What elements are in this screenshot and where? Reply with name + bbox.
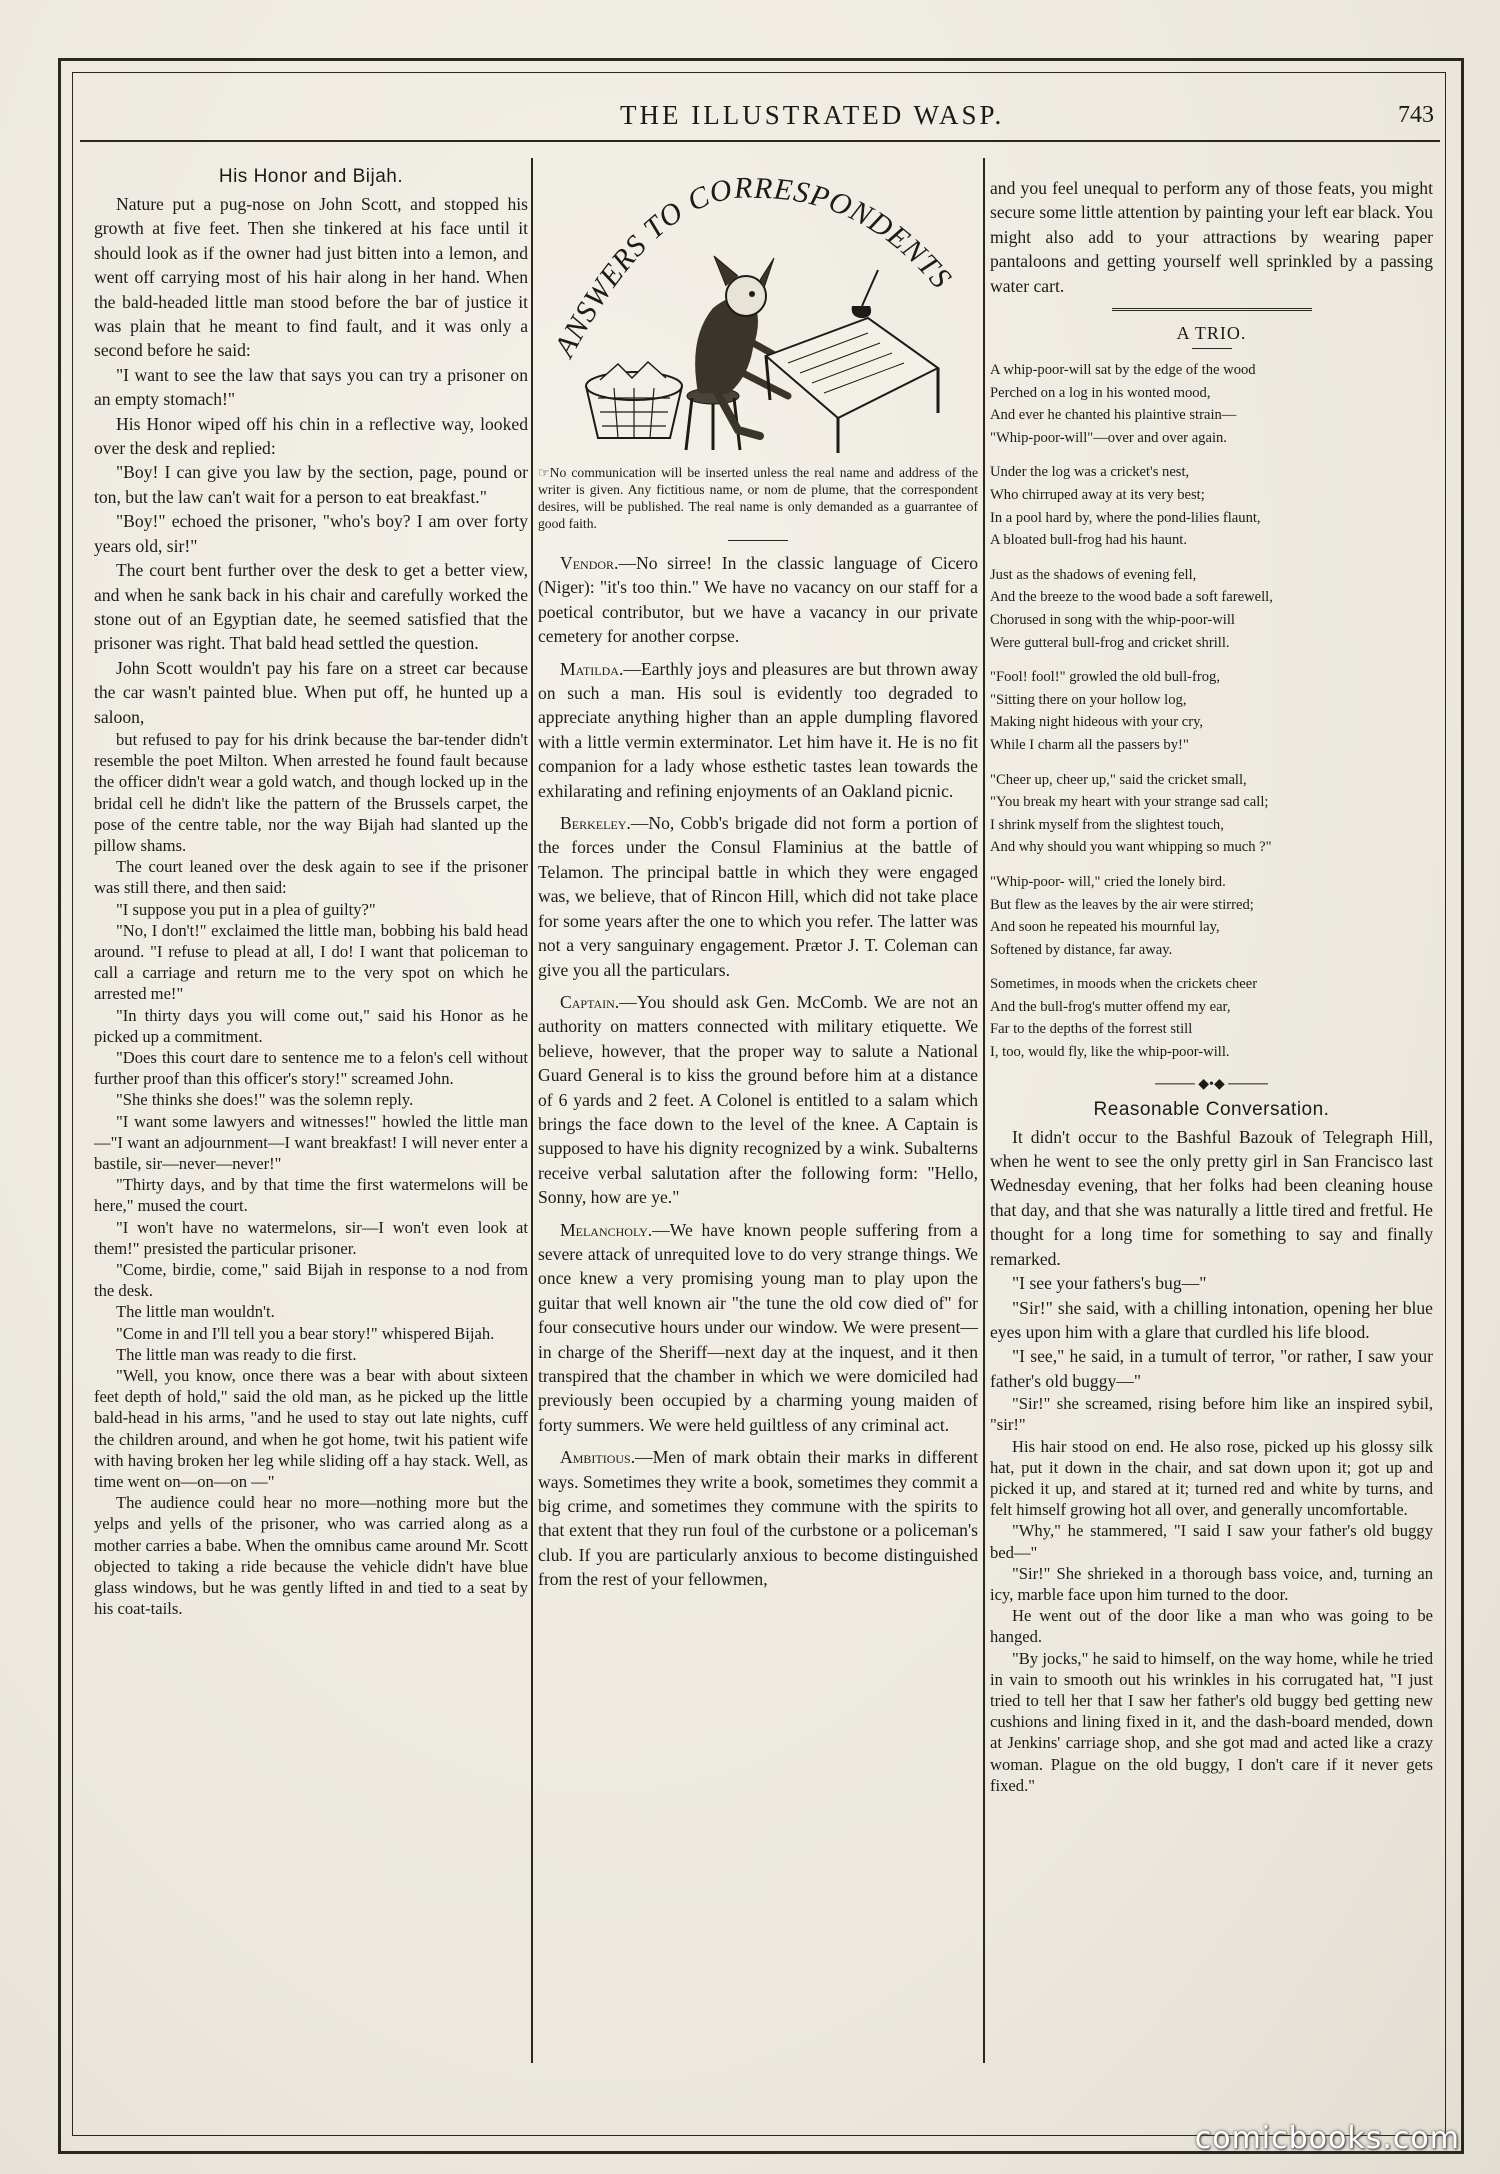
paragraph: "Thirty days, and by that time the first watermelons will be here," mused the court. — [94, 1175, 528, 1216]
poem-title: A TRIO. — [1176, 323, 1247, 344]
poem-line: I, too, would fly, like the whip-poor-will. — [990, 1044, 1230, 1061]
section-divider — [728, 540, 788, 541]
pointing-hand-icon: ☞ — [538, 465, 550, 480]
poem-line: But flew as the leaves by the air were stirred; — [990, 896, 1254, 913]
column-his-honor — [94, 160, 528, 1619]
paragraph: "In thirty days you will come out," said his Honor as he picked up a commitment. — [94, 1005, 528, 1046]
paragraph: "I see your fathers's bug—" — [1012, 1273, 1207, 1294]
poem-line: Were gutteral bull-frog and cricket shrill. — [990, 634, 1230, 651]
correspondent-name: Matilda. — [560, 658, 624, 679]
correspondent-name: Captain. — [560, 991, 620, 1012]
poem-stanza — [990, 666, 1433, 756]
answer-entry — [538, 657, 978, 803]
paragraph: but refused to pay for his drink because the bar-tender didn't resemble the poet Milton. When arrested he found fault because the officer didn't wear a gold watch, and though locked up in the bridal cell he didn't like the pattern of the Brussels carpet, the pose of the centre table, nor the way Bijah had slanted up the pillow shams. — [94, 729, 528, 855]
poem-line: A bloated bull-frog had his haunt. — [990, 532, 1187, 549]
answer-text: —You should ask Gen. McComb. We are not an authority on matters connected with military etiquette. We believe, however, that the proper way to salute a National Guard General is to kiss the ground before him at a distance of 6 yards and 2 feet. A Colonel is entitled to a salam which brings the face down to the level of the knee. A Captain is supposed to have his dignity recognized by a wink. Subalterns receive verbal salutation after the following form: "Hello, Sonny, how are ye." — [538, 991, 978, 1208]
paragraph: "Sir!" She shrieked in a thorough bass voice, and, turning an icy, marble face upon him turned to the door. — [990, 1563, 1433, 1604]
answer-text: —No sirree! In the classic language of Cicero (Niger): "it's too thin." We have no vacancy on our staff for a poetical contributor, but we have a vacancy in our private cemetery for another corpse. — [538, 553, 978, 647]
poem-line: And soon he repeated his mournful lay, — [990, 919, 1220, 936]
poem-line: And why should you want whipping so much ?" — [990, 839, 1272, 856]
paragraph: He went out of the door like a man who was going to be hanged. — [990, 1606, 1433, 1647]
answers-illustration — [538, 168, 978, 458]
paragraph: It didn't occur to the Bashful Bazouk of Telegraph Hill, when he went to see the only pretty girl in San Francisco last Wednesday evening, that her folks had been cleaning house that day, and that she was naturally a little tired and fretful. He thought for a long time for something to say and finally remarked. — [990, 1126, 1433, 1269]
column-answers — [538, 160, 978, 1600]
poem-stanza — [990, 973, 1433, 1063]
answer-text: —Earthly joys and pleasures are but thrown away on such a man. His soul is evidently too degraded to appreciate anything higher than an apple dumpling flavored with a little vermin exterminator. Let him have it. He is no fit companion for a lady whose esthetic tastes lean towards the exhilarating and refining enjoyments of an Oakland picnic. — [538, 658, 978, 801]
paragraph: "I want some lawyers and witnesses!" howled the little man—"I want an adjournment—I want breakfast! I will never enter a bastile, sir—never—never!" — [94, 1111, 528, 1173]
poem-line: And the bull-frog's mutter offend my ear, — [990, 998, 1231, 1015]
poem-body — [990, 359, 1433, 1064]
paragraph: The little man was ready to die first. — [116, 1344, 357, 1364]
answer-entry — [538, 1218, 978, 1438]
paragraph: "I suppose you put in a plea of guilty?" — [116, 899, 376, 919]
poem-line: Chorused in song with the whip-poor-will — [990, 611, 1235, 628]
paragraph: The audience could hear no more—nothing more but the yelps and yells of the prisoner, who was carried along as a mother carries a babe. When the omnibus came around Mr. Scott objected to taking a ride because the vehicle didn't have blue glass windows, but he was gently lifted in and tied to a seat by his coat-tails. — [94, 1493, 528, 1619]
poem-line: Making night hideous with your cry, — [990, 714, 1204, 731]
paragraph: His hair stood on end. He also rose, picked up his glossy silk hat, put it down in the chair, and sat down upon it; got up and picked it up, and stared at it; turned red and white by turns, and felt himself growing hot all over, and generally uncomfortable. — [990, 1436, 1433, 1520]
article-title: His Honor and Bijah. — [218, 166, 404, 187]
answer-text: —Men of mark obtain their marks in different ways. Sometimes they write a book, sometimes they commit a big crime, and sometimes they commune with the spirits to that extent that they run foul of the curbstone or a policeman's club. If you are particularly anxious to become distinguished from the rest of your fellowmen, — [538, 1447, 978, 1590]
answer-text: —We have known people suffering from a severe attack of unrequited love to do very strange things. We once knew a very promising young man to play upon the guitar that well known air "the tune the old cow died of" for four consecutive hours under our window. We were present—in charge of the Sheriff—next day at the inquest, and it then transpired that the chamber in which we were domiciled had previously been occupied by a charming young maiden of forty summers. We were held guiltless of any criminal act. — [538, 1219, 978, 1435]
poem-stanza — [990, 359, 1433, 449]
poem-line: Under the log was a cricket's nest, — [990, 464, 1190, 481]
poem-line: In a pool hard by, where the pond-lilies flaunt, — [990, 509, 1261, 526]
paragraph: "Sir!" she said, with a chilling intonation, opening her blue eyes upon him with a glare that curdled his life blood. — [990, 1297, 1433, 1342]
paragraph: "Sir!" she screamed, rising before him like an inspired sybil, "sir!" — [990, 1394, 1433, 1435]
paragraph: "She thinks she does!" was the solemn reply. — [116, 1090, 414, 1110]
poem-line: I shrink myself from the slightest touch, — [990, 816, 1224, 833]
poem-line: Softened by distance, far away. — [990, 941, 1173, 958]
paragraph: Nature put a pug-nose on John Scott, and stopped his growth at five feet. Then she tinkered at his face until it should look as if the owner had just bitten into a lemon, and went off carrying most of his hair along in her hand. When the bald-headed little man stood before the bar of justice it was plain that he meant to find fault, and it was only a second before he said: — [94, 194, 528, 361]
correspondent-name: Berkeley. — [560, 813, 631, 834]
poem-line: "You break my heart with your strange sad call; — [990, 794, 1269, 811]
poem-line: Who chirruped away at its very best; — [990, 487, 1205, 503]
paragraph: "Come in and I'll tell you a bear story!" whispered Bijah. — [116, 1323, 495, 1343]
section-divider — [1112, 308, 1312, 313]
poem-line: "Whip-poor-will"—over and over again. — [990, 429, 1227, 446]
paragraph: The court bent further over the desk to get a better view, and when he sank back in his chair and carefully worked the stone out of an Egyptian date, he seemed satisfied that the prisoner was right. That bald head settled the question. — [94, 560, 528, 654]
correspondents-notice: ☞No communication will be inserted unless the real name and address of the writer is given. Any fictitious name, or nom de plume, that the correspondent desires, will be published. The real name is only demanded as a guarrantee of good faith. — [538, 465, 978, 531]
poem-stanza — [990, 461, 1433, 551]
site-watermark: comicbooks.com — [1194, 2121, 1460, 2156]
poem-line: And the breeze to the wood bade a soft farewell, — [990, 589, 1273, 606]
article-body-dense — [94, 729, 528, 1620]
poem-line: While I charm all the passers by!" — [990, 736, 1189, 753]
story-body — [990, 1125, 1433, 1393]
poem-line: "Sitting there on your hollow log, — [990, 691, 1187, 708]
answer-entry — [538, 1445, 978, 1591]
paragraph: "Boy!" echoed the prisoner, "who's boy? I am over forty years old, sir!" — [94, 511, 528, 556]
poem-line: Sometimes, in moods when the crickets cheer — [990, 976, 1258, 993]
answer-entry — [538, 990, 978, 1210]
story-body-dense — [990, 1393, 1433, 1796]
poem-stanza — [990, 769, 1433, 859]
page-number: 743 — [1398, 102, 1434, 128]
article-body — [94, 192, 528, 729]
answer-entry — [538, 811, 978, 982]
poem-line: And ever he chanted his plaintive strain— — [990, 407, 1237, 424]
poem-line: Far to the depths of the forrest still — [990, 1021, 1193, 1038]
answers-continuation: and you feel unequal to perform any of those feats, you might secure some little attention by painting your left ear black. You might also add to your attractions by wearing paper pantaloons and getting yourself well sprinkled by a passing water cart. — [990, 178, 1433, 296]
paragraph: The court leaned over the desk again to see if the prisoner was still there, and then said: — [94, 857, 528, 898]
poem-line: "Cheer up, cheer up," said the cricket small, — [990, 771, 1247, 788]
poem-line: A whip-poor-will sat by the edge of the wood — [990, 362, 1256, 379]
illustration-title: ANSWERS TO CORRESPONDENTS — [547, 171, 959, 363]
poem-stanza — [990, 871, 1433, 961]
column-trio-conversation — [990, 176, 1433, 1796]
poem-line: Perched on a log in his wonted mood, — [990, 384, 1211, 401]
page-header — [80, 96, 1440, 142]
answer-entry — [538, 551, 978, 649]
poem-line: "Whip-poor- will," cried the lonely bird. — [990, 873, 1226, 890]
answers-list — [538, 551, 978, 1592]
paragraph: "Why," he stammered, "I said I saw your father's old buggy bed—" — [990, 1521, 1433, 1562]
answer-text: —No, Cobb's brigade did not form a portion of the forces under the Consul Flaminius at the battle of Telamon. The principal battle in which they were engaged was, we believe, that of Rincon Hill, which did not take place for some years after the one to which you refer. The latter was not a very sanguinary engagement. Prætor J. T. Coleman can give you all the particulars. — [538, 813, 978, 980]
masthead-title: THE ILLUSTRATED WASP. — [620, 100, 1005, 130]
ornamental-divider: ──── ◆•◆ ──── — [1155, 1076, 1268, 1092]
paragraph: "No, I don't!" exclaimed the little man, bobbing his bald head around. "I refuse to plead at all, I do! I want that policeman to call a carriage and return me to the very spot on which he arrested me!" — [94, 920, 528, 1004]
paragraph: "Does this court dare to sentence me to a felon's cell without further proof than this officer's story!" screamed John. — [94, 1047, 528, 1089]
poem-line: "Fool! fool!" growled the old bull-frog, — [990, 669, 1220, 686]
paragraph: "I want to see the law that says you can try a prisoner on an empty stomach!" — [94, 364, 528, 410]
correspondent-name: Melancholy. — [560, 1219, 653, 1240]
paragraph: The little man wouldn't. — [116, 1302, 275, 1322]
illustration-svg — [538, 168, 978, 458]
paragraph: "I won't have no watermelons, sir—I won't even look at them!" presisted the particular prisoner. — [94, 1217, 528, 1258]
paragraph: His Honor wiped off his chin in a reflective way, looked over the desk and replied: — [94, 413, 528, 459]
correspondent-name: Vendor. — [560, 553, 619, 573]
paragraph: "I see," he said, in a tumult of terror, "or rather, I saw your father's old buggy—" — [990, 1346, 1433, 1391]
paragraph: "Come, birdie, come," said Bijah in response to a nod from the desk. — [94, 1260, 528, 1301]
story-title: Reasonable Conversation. — [1093, 1098, 1330, 1120]
paragraph: John Scott wouldn't pay his fare on a street car because the car wasn't painted blue. When put off, he hunted up a saloon, — [94, 657, 528, 727]
paragraph: "By jocks," he said to himself, on the way home, while he tried in vain to smooth out his wrinkles in his corrugated hat, "I just tried to tell her that I saw her father's old buggy bed getting new cushions and lining fixed in it, and the dash-board mended, down at Jenkins' carriage shop, and she got mad and acted like a crazy woman. Plague on the old buggy, I don't care if it never gets fixed." — [990, 1648, 1433, 1795]
paragraph: "Boy! I can give you law by the section, page, pound or ton, but the law can't wait for a person to eat breakfast." — [94, 462, 528, 507]
column-rule-left — [531, 158, 533, 2063]
column-rule-right — [983, 158, 985, 2063]
poem-stanza — [990, 564, 1433, 654]
poem-title-rule — [1192, 348, 1232, 349]
poem-line: Just as the shadows of evening fell, — [990, 566, 1197, 583]
paragraph: "Well, you know, once there was a bear with about sixteen feet depth of hold," said the old man, as he picked up the little bald-head in his arms, "and he used to stay out late nights, cuff the children around, and when he got home, twit his patient wife with having broken her leg while sliding off a hay stack. Well, as time went on—on—on —" — [94, 1366, 528, 1492]
correspondent-name: Ambitious. — [560, 1447, 636, 1468]
